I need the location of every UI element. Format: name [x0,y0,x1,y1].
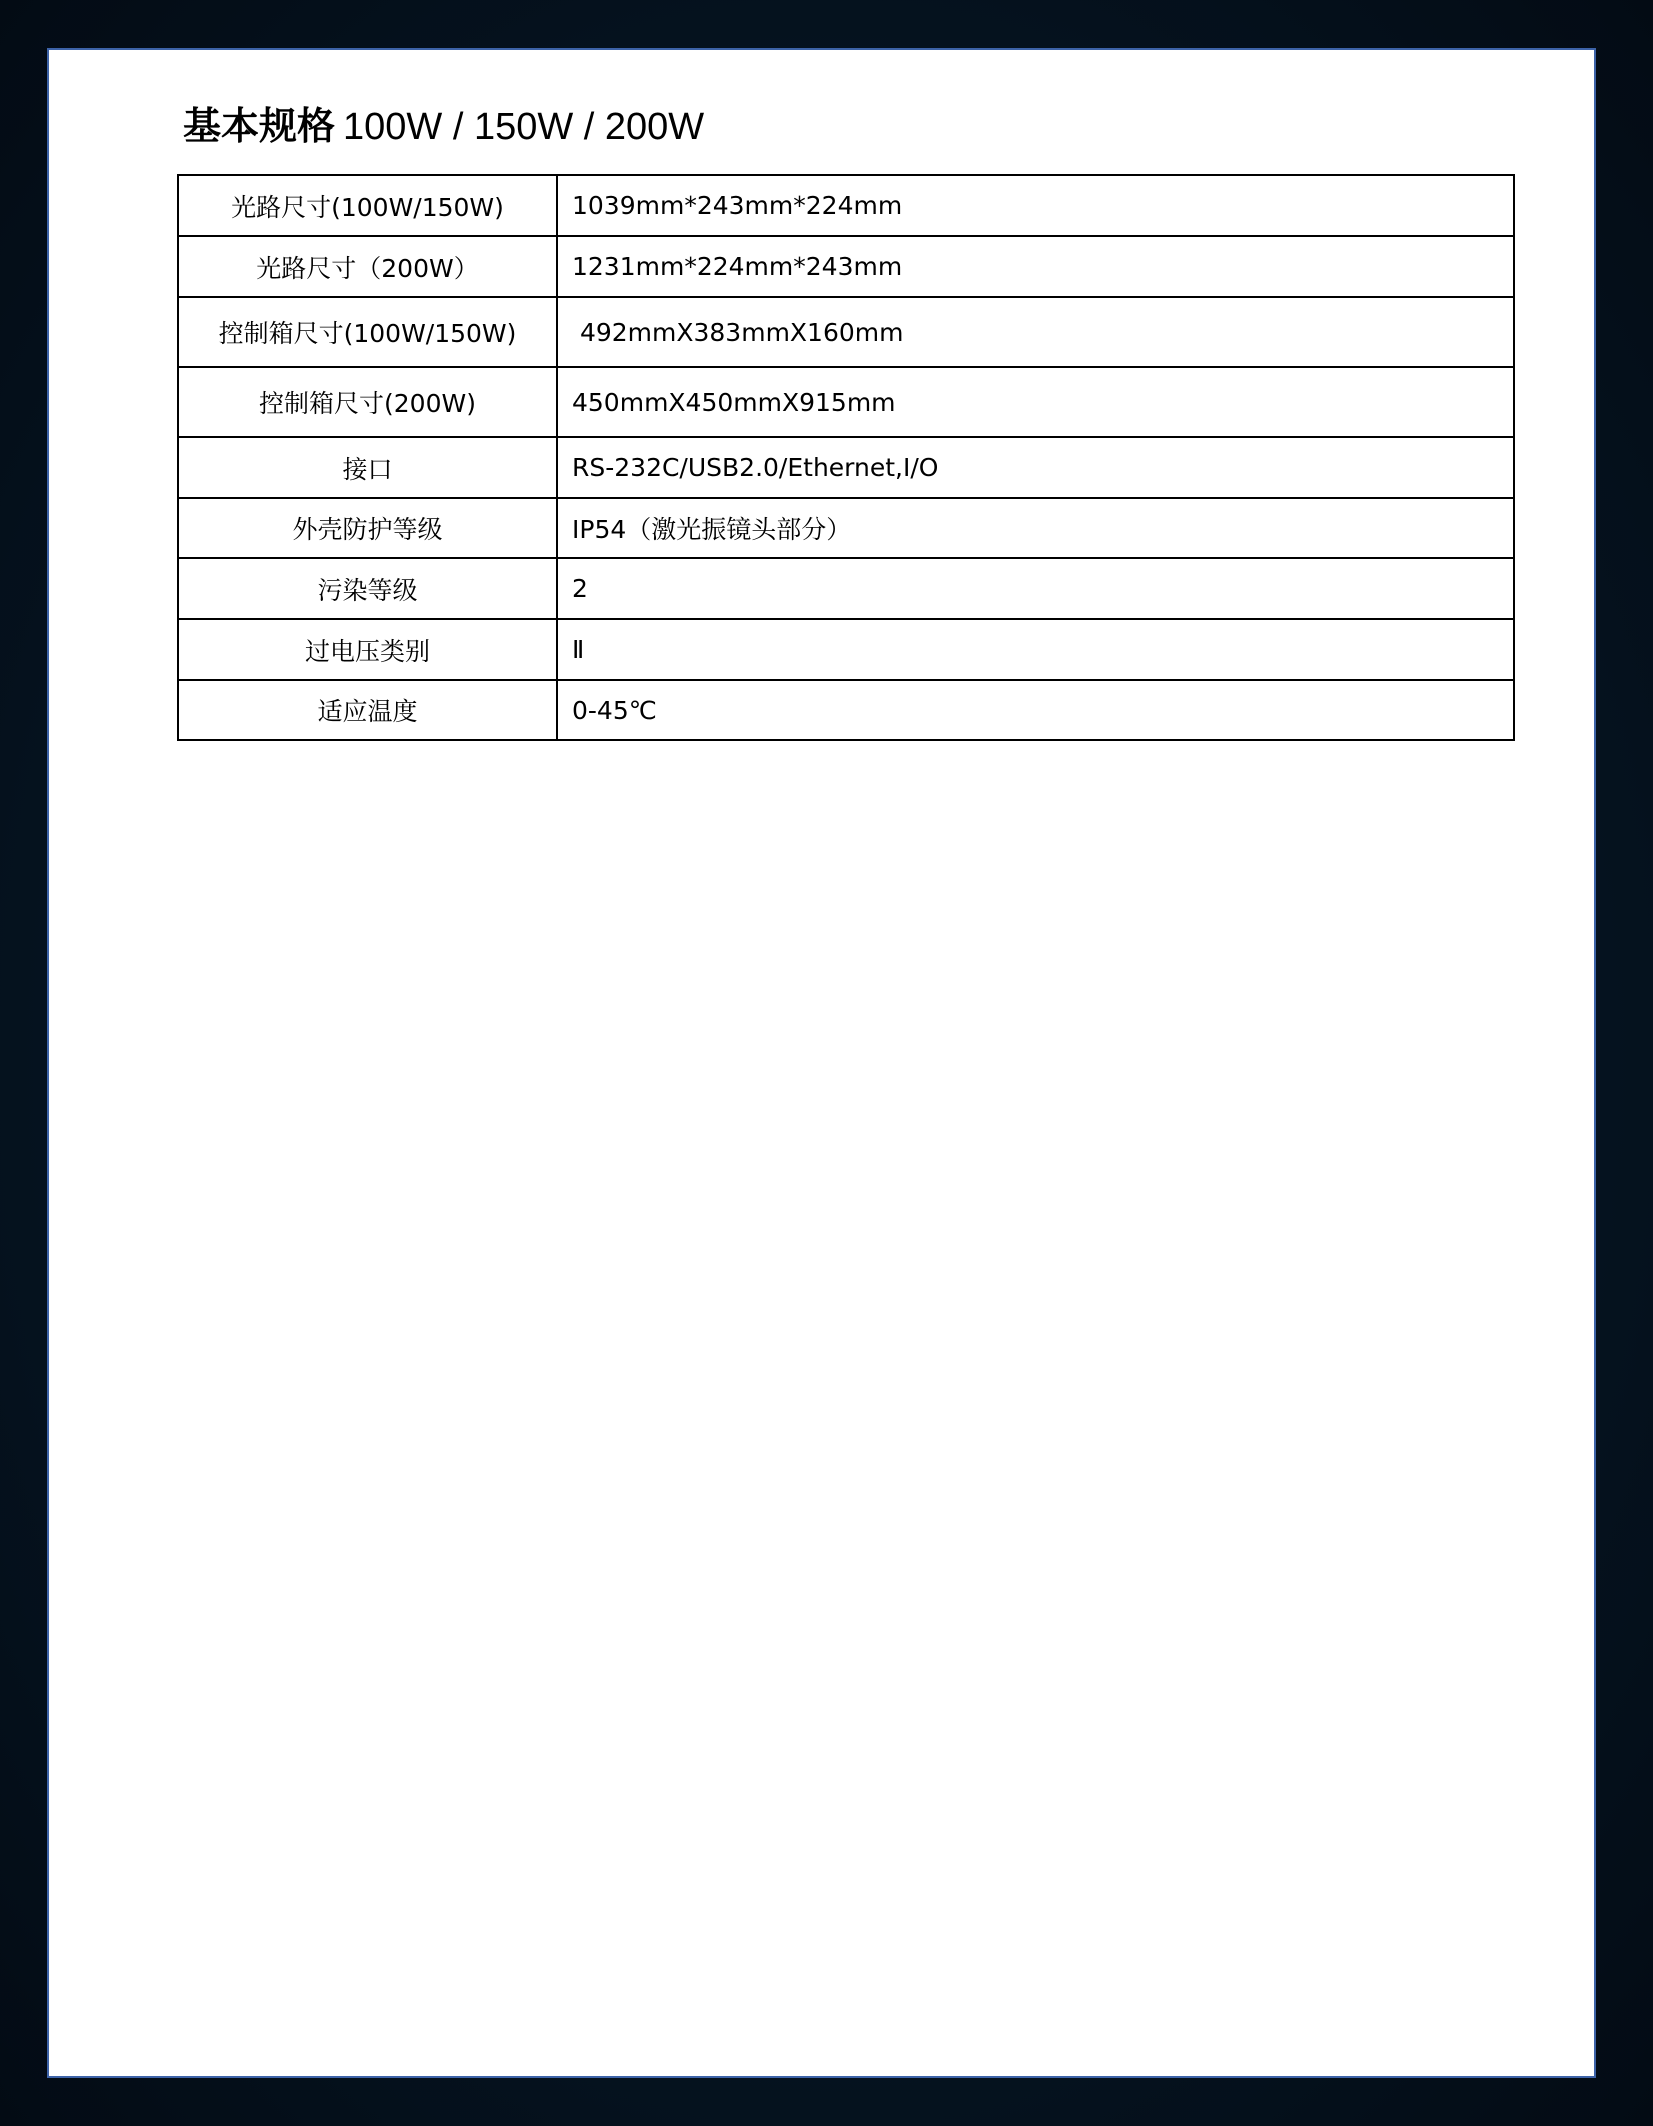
page-title [183,102,704,151]
table-row [178,498,1514,558]
spec-table [177,174,1515,741]
spec-label: 光路尺寸（200W） [178,236,557,297]
spec-value: IP54（激光振镜头部分） [557,498,1514,558]
document-page [47,48,1596,2078]
spec-value: 1231mm*224mm*243mm [557,236,1514,297]
spec-label: 适应温度 [178,680,557,740]
spec-label: 控制箱尺寸(200W) [178,367,557,437]
title-main: 基本规格 [183,104,336,148]
spec-label: 污染等级 [178,558,557,619]
spec-value: 450mmX450mmX915mm [557,367,1514,437]
spec-label: 外壳防护等级 [178,498,557,558]
table-row [178,297,1514,367]
table-row [178,175,1514,236]
title-sub: 100W / 150W / 200W [343,106,705,148]
spec-value: Ⅱ [557,619,1514,680]
spec-label: 控制箱尺寸(100W/150W) [178,297,557,367]
table-row [178,680,1514,740]
spec-value: 0-45℃ [557,680,1514,740]
table-row [178,619,1514,680]
table-row [178,437,1514,498]
table-row [178,236,1514,297]
spec-value: RS-232C/USB2.0/Ethernet,I/O [557,437,1514,498]
table-row [178,367,1514,437]
spec-value: 2 [557,558,1514,619]
table-row [178,558,1514,619]
spec-value: 492mmX383mmX160mm [557,297,1514,367]
spec-label: 光路尺寸(100W/150W) [178,175,557,236]
spec-value: 1039mm*243mm*224mm [557,175,1514,236]
spec-label: 接口 [178,437,557,498]
spec-label: 过电压类别 [178,619,557,680]
